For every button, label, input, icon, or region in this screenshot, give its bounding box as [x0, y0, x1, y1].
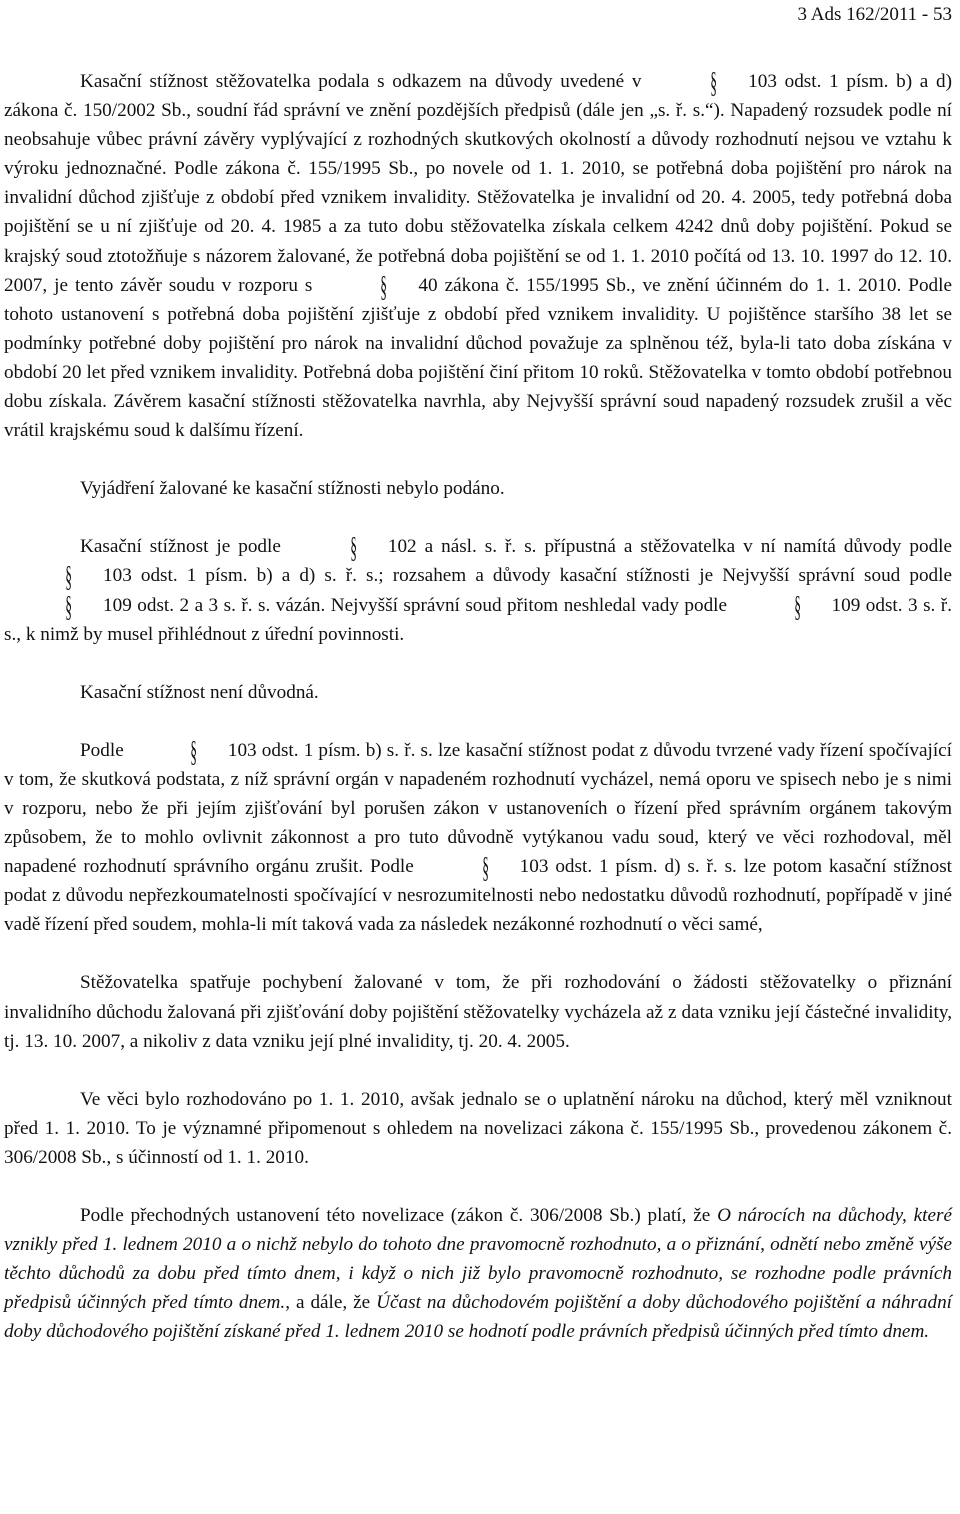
paragraph-not-justified: Kasační stížnost není důvodná. [80, 681, 319, 703]
paragraph-legal-grounds [4, 736, 952, 940]
quoted-provision: O nárocích na důchody, které vznikly před 1. lednem 2010 a o nichž nebylo do tohoto dne pravomocně rozhodnuto, a o přiznání, odnětí nebo změně výše těchto důchodů za dobu před tímto dnem, i když o nich již bylo pravomocně rozhodnuto, se rozhodne podle právních předpisů účinných před tímto dnem. [4, 1205, 952, 1314]
text-run: , a dále, že [285, 1292, 377, 1314]
text-run: Kasační stížnost stěžovatelka podala s odkazem na důvody uvedené v [80, 71, 650, 92]
text-run: 103 odst. 1 písm. b) a d) s. ř. s.; rozsahem a důvody kasační stížnosti je Nejvyšší správní soud podle [103, 565, 952, 587]
text-run: 109 odst. 2 a 3 s. ř. s. vázán. Nejvyšší správní soud přitom neshledal vady podle [103, 594, 733, 616]
document-body [4, 67, 952, 1346]
section-sign-icon: § [710, 66, 718, 99]
paragraph-transitional-provisions [4, 1201, 952, 1346]
section-sign-icon: § [793, 589, 801, 623]
text-run: Kasační stížnost je podle [80, 536, 289, 558]
paragraph-no-response: Vyjádření žalované ke kasační stížnosti nebylo podáno. [80, 478, 505, 500]
text-run: Podle přechodných ustanovení této novelizace (zákon č. 306/2008 Sb.) platí, že [80, 1205, 718, 1226]
paragraph-complaint-summary [4, 67, 952, 445]
section-sign-icon: § [65, 589, 72, 623]
section-sign-icon: § [380, 269, 388, 303]
paragraph-decision-timing: Ve věci bylo rozhodováno po 1. 1. 2010, avšak jednalo se o uplatnění nároku na důchod, který měl vzniknout před 1. 1. 2010. To je významné připomenout s ohledem na novelizaci zákona č. 155/1995 Sb., provedenou zákonem č. 306/2008 Sb., s účinností od 1. 1. 2010. [4, 1088, 952, 1168]
section-sign-icon: § [350, 531, 357, 565]
text-run: 109 odst. 3 s. ř. s., k nimž by musel přihlédnout z úřední povinnosti. [4, 594, 952, 645]
section-sign-icon: § [481, 851, 489, 885]
case-reference: 3 Ads 162/2011 - 53 [797, 4, 952, 25]
paragraph-complainant-position: Stěžovatelka spatřuje pochybení žalované v tom, že při rozhodování o žádosti stěžovatelky o přiznání invalidního důchodu žalovaná při zjišťování doby pojištění stěžovatelky vycházela až z data vzniku její částečné invalidity, tj. 13. 10. 2007, a nikoliv z data vzniku její plné invalidity, tj. 20. 4. 2005. [4, 972, 952, 1052]
text-run: 40 zákona č. 155/1995 Sb., ve znění účinném do 1. 1. 2010. Podle tohoto ustanovení s potřebná doba pojištění zjišťuje z období před vznikem invalidity. U pojištěnce staršího 38 let se podmínky potřebné doby pojištění pro nárok na invalidní důchod považuje za splněnou též, byla-li tato doba získána v období 20 let před vznikem invalidity. Potřebná doba pojištění činí přitom 10 roků. Stěžovatelka v tomto období potřebnou dobu získala. Závěrem kasační stížnosti stěžovatelka navrhla, aby Nejvyšší správní soud napadený rozsudek zrušil a věc vrátil krajskému soud k dalšímu řízení. [4, 274, 952, 442]
quoted-provision: Účast na důchodovém pojištění a doby důchodového pojištění a náhradní doby důchodového pojištění získané před 1. lednem 2010 se hodnotí podle právních předpisů účinných před tímto dnem. [4, 1292, 953, 1343]
section-sign-icon: § [65, 560, 72, 594]
section-sign-icon: § [190, 734, 197, 768]
paragraph-admissibility [4, 532, 952, 648]
text-run: 103 odst. 1 písm. d) s. ř. s. lze potom kasační stížnost podat z důvodu nepřezkoumatelnosti spočívající v nesrozumitelnosti nebo nedostatku důvodů rozhodnutí, popřípadě v jiné vadě řízení před soudem, mohla-li mít taková vada za následek nezákonné rozhodnutí o věci samé, [4, 856, 952, 936]
text-run: 103 odst. 1 písm. b) a d) zákona č. 150/2002 Sb., soudní řád správní ve znění pozdějších předpisů (dále jen „s. ř. s.“). Napadený rozsudek podle ní neobsahuje vůbec právní závěry vyplývající z rozhodných skutkových okolností a důvody rozhodnutí nejsou ve vztahu k výroku jednoznačné. Podle zákona č. 155/1995 Sb., po novele od 1. 1. 2010, se potřebná doba pojištění pro nárok na invalidní důchod zjišťuje z období před vznikem invalidity. Stěžovatelka je invalidní od 20. 4. 2005, tedy potřebná doba pojištění se u ní zjišťuje od 20. 4. 1985 a za tuto dobu stěžovatelka získala celkem 4242 dnů doby pojištění. Pokud se krajský soud ztotožňuje s názorem žalované, že potřebná doba pojištění se od 1. 1. 2010 počítá od 13. 10. 1997 do 12. 10. 2007, je tento závěr soudu v rozporu s [4, 71, 952, 296]
text-run: 102 a násl. s. ř. s. přípustná a stěžovatelka v ní namítá důvody podle [387, 536, 953, 558]
text-run: 103 odst. 1 písm. b) s. ř. s. lze kasační stížnost podat z důvodu tvrzené vady řízení spočívající v tom, že skutková podstata, z níž správní orgán v napadeném rozhodnutí vycházel, nemá oporu ve spisech nebo je s nimi v rozporu, nebo že při jejím zjišťování byl porušen zákon v ustanoveních o řízení před správním orgánem takovým způsobem, že to mohlo ovlivnit zákonnost a pro tuto důvodně vytýkanou vadu soud, který ve věci rozhodoval, měl napadené rozhodnutí správního orgánu zrušit. Podle [4, 739, 952, 878]
text-run: Podle [80, 739, 129, 761]
